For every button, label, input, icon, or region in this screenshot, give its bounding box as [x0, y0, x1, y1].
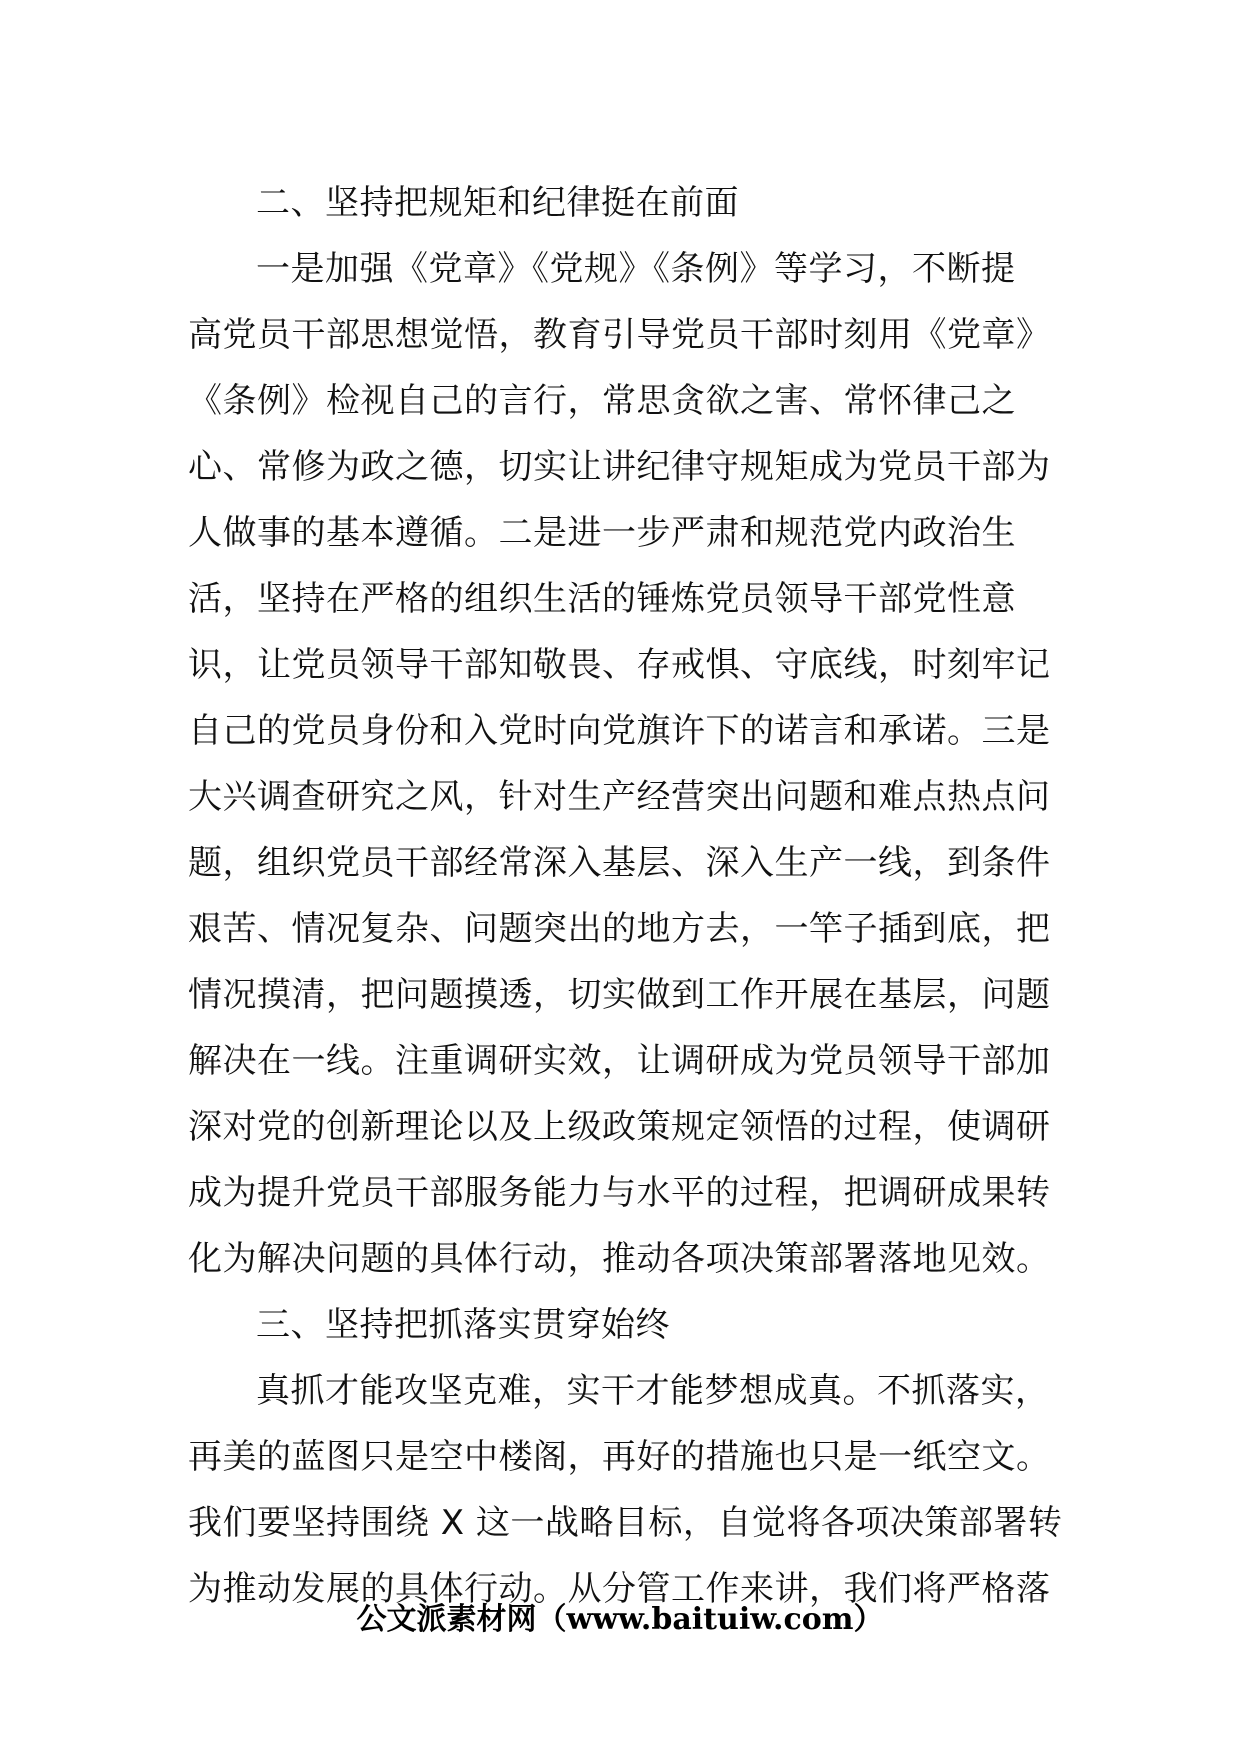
document-body — [188, 170, 1063, 1622]
section-heading-text: 三、坚持把抓落实贯穿始终 — [256, 1305, 670, 1345]
footer-watermark — [0, 1600, 1240, 1640]
paragraph-line: 为推动发展的具体行动。从分管工作来讲，我们将严格落 — [188, 1569, 1051, 1609]
paragraph-line: 题，组织党员干部经常深入基层、深入生产一线，到条件 — [188, 843, 1051, 883]
paragraph-line: 化为解决问题的具体行动，推动各项决策部署落地见效。 — [188, 1239, 1051, 1279]
paragraph-line: 大兴调查研究之风，针对生产经营突出问题和难点热点问 — [188, 777, 1051, 817]
paragraph-line: 心、常修为政之德，切实让讲纪律守规矩成为党员干部为 — [188, 447, 1051, 487]
section-heading-3 — [188, 1292, 1058, 1358]
paragraph-line: 艰苦、情况复杂、问题突出的地方去，一竿子插到底，把 — [188, 909, 1051, 949]
paragraph-line: 情况摸清，把问题摸透，切实做到工作开展在基层，问题 — [188, 975, 1051, 1015]
section-heading-text: 二、坚持把规矩和纪律挺在前面 — [256, 183, 739, 223]
paragraph-line: 一是加强《党章》《党规》《条例》等学习，不断提 — [256, 249, 1016, 289]
paragraph-line: 自己的党员身份和入党时向党旗许下的诺言和承诺。三是 — [188, 711, 1051, 751]
paragraph-line: 人做事的基本遵循。二是进一步严肃和规范党内政治生 — [188, 513, 1016, 553]
section-paragraph-3 — [188, 1358, 1063, 1622]
section-heading-2 — [188, 170, 1058, 236]
paragraph-line: 真抓才能攻坚克难，实干才能梦想成真。不抓落实， — [256, 1371, 1050, 1411]
paragraph-line: 我们要坚持围绕 X 这一战略目标，自觉将各项决策部署转 — [188, 1503, 1063, 1543]
footer-text: 公文派素材网（www.baituiw.com） — [356, 1602, 884, 1637]
paragraph-line: 深对党的创新理论以及上级政策规定领悟的过程，使调研 — [188, 1107, 1051, 1147]
paragraph-line: 识，让党员领导干部知敬畏、存戒惧、守底线，时刻牢记 — [188, 645, 1051, 685]
paragraph-line: 再美的蓝图只是空中楼阁，再好的措施也只是一纸空文。 — [188, 1437, 1051, 1477]
paragraph-line: 成为提升党员干部服务能力与水平的过程，把调研成果转 — [188, 1173, 1051, 1213]
paragraph-line: 解决在一线。注重调研实效，让调研成为党员领导干部加 — [188, 1041, 1051, 1081]
paragraph-line: 高党员干部思想觉悟，教育引导党员干部时刻用《党章》 — [188, 315, 1051, 355]
paragraph-line: 《条例》检视自己的言行，常思贪欲之害、常怀律己之 — [188, 381, 1016, 421]
paragraph-line: 活，坚持在严格的组织生活的锤炼党员领导干部党性意 — [188, 579, 1016, 619]
section-paragraph-2 — [188, 236, 1058, 1292]
